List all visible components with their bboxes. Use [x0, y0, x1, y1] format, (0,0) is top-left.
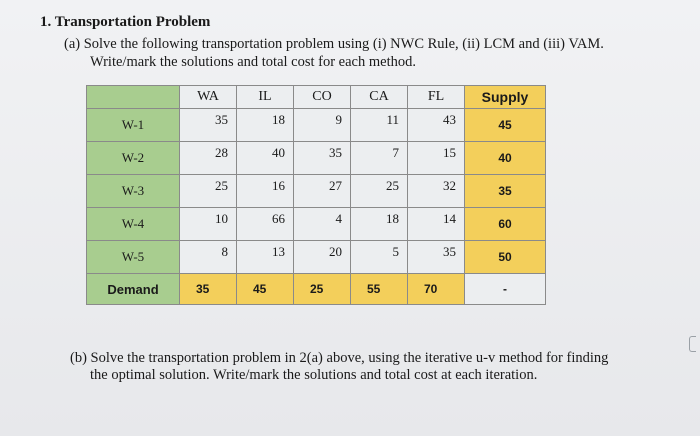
cost-cell [351, 208, 408, 241]
row-label: W-4 [87, 208, 180, 241]
cost-value: 32 [443, 178, 456, 193]
cost-value: 5 [392, 244, 399, 259]
demand-total: - [465, 274, 546, 305]
edge-bracket-icon [689, 336, 696, 352]
demand-value: 45 [237, 274, 294, 305]
column-header: CO [294, 86, 351, 109]
row-label: W-3 [87, 175, 180, 208]
cost-cell [294, 208, 351, 241]
demand-row [87, 274, 546, 305]
cost-value: 18 [386, 211, 399, 226]
cost-value: 10 [215, 211, 228, 226]
supply-value: 50 [465, 241, 546, 274]
cost-cell [408, 109, 465, 142]
table-row [87, 241, 546, 274]
table-corner-cell [87, 86, 180, 109]
part-b-line-1: (b) Solve the transportation problem in 2(a) above, using the iterative u-v method for finding [70, 350, 609, 366]
cost-value: 13 [272, 244, 285, 259]
cost-cell [408, 241, 465, 274]
cost-cell [351, 109, 408, 142]
problem-title: 1. Transportation Problem [40, 14, 211, 30]
cost-value: 43 [443, 112, 456, 127]
row-label: W-2 [87, 142, 180, 175]
row-label: W-5 [87, 241, 180, 274]
cost-cell [294, 109, 351, 142]
cost-cell [237, 208, 294, 241]
cost-value: 35 [215, 112, 228, 127]
cost-value: 40 [272, 145, 285, 160]
table-row [87, 142, 546, 175]
demand-value: 70 [408, 274, 465, 305]
cost-cell [180, 109, 237, 142]
cost-value: 4 [335, 211, 342, 226]
cost-cell [408, 142, 465, 175]
cost-cell [294, 175, 351, 208]
cost-value: 16 [272, 178, 285, 193]
column-header: IL [237, 86, 294, 109]
cost-cell [180, 241, 237, 274]
cost-value: 35 [443, 244, 456, 259]
supply-value: 40 [465, 142, 546, 175]
cost-cell [351, 241, 408, 274]
cost-value: 35 [329, 145, 342, 160]
cost-value: 8 [221, 244, 228, 259]
cost-cell [237, 175, 294, 208]
supply-value: 45 [465, 109, 546, 142]
demand-label: Demand [87, 274, 180, 305]
cost-value: 25 [215, 178, 228, 193]
table-row [87, 175, 546, 208]
supply-value: 35 [465, 175, 546, 208]
part-a-line-2: Write/mark the solutions and total cost for each method. [90, 54, 416, 70]
part-a-line-1: (a) Solve the following transportation problem using (i) NWC Rule, (ii) LCM and (iii) VAM. [64, 36, 604, 52]
demand-value: 55 [351, 274, 408, 305]
cost-value: 9 [335, 112, 342, 127]
cost-value: 28 [215, 145, 228, 160]
cost-cell [180, 175, 237, 208]
demand-value: 35 [180, 274, 237, 305]
cost-cell [294, 142, 351, 175]
supply-header: Supply [465, 86, 546, 109]
cost-cell [408, 208, 465, 241]
cost-value: 14 [443, 211, 456, 226]
cost-value: 15 [443, 145, 456, 160]
transportation-table [86, 85, 546, 305]
cost-cell [408, 175, 465, 208]
table-row [87, 109, 546, 142]
cost-value: 27 [329, 178, 342, 193]
column-header: WA [180, 86, 237, 109]
cost-cell [351, 142, 408, 175]
part-b-line-2: the optimal solution. Write/mark the solutions and total cost at each iteration. [90, 367, 538, 383]
cost-value: 20 [329, 244, 342, 259]
table-header-row [87, 86, 546, 109]
cost-value: 7 [392, 145, 399, 160]
cost-cell [180, 142, 237, 175]
demand-value: 25 [294, 274, 351, 305]
cost-cell [237, 241, 294, 274]
column-header: CA [351, 86, 408, 109]
row-label: W-1 [87, 109, 180, 142]
table-row [87, 208, 546, 241]
cost-value: 25 [386, 178, 399, 193]
cost-value: 11 [386, 112, 399, 127]
cost-cell [237, 142, 294, 175]
cost-cell [180, 208, 237, 241]
cost-value: 66 [272, 211, 285, 226]
cost-value: 18 [272, 112, 285, 127]
cost-cell [351, 175, 408, 208]
supply-value: 60 [465, 208, 546, 241]
cost-cell [294, 241, 351, 274]
column-header: FL [408, 86, 465, 109]
cost-cell [237, 109, 294, 142]
